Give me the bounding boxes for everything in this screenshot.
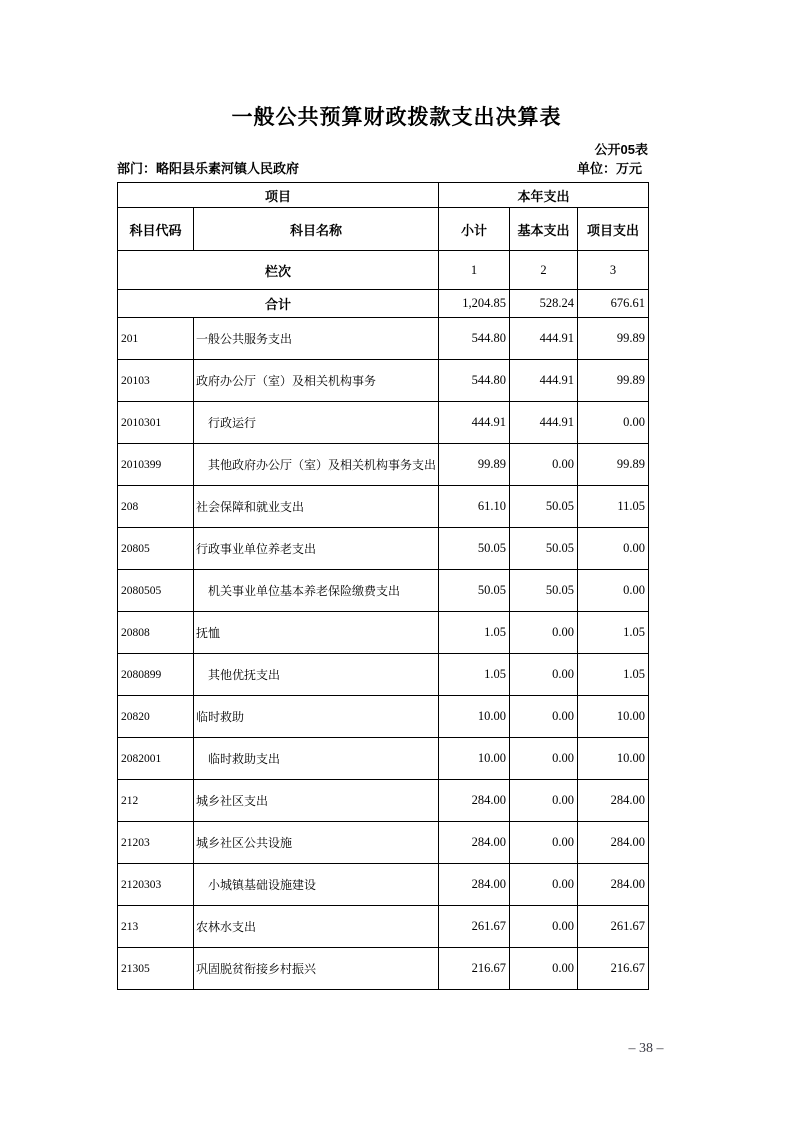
table-row xyxy=(118,654,649,696)
basic-expenditure-cell: 0.00 xyxy=(510,738,578,780)
header-subtotal: 小计 xyxy=(439,208,510,251)
subtotal-cell: 1.05 xyxy=(439,612,510,654)
subject-name-cell: 农林水支出 xyxy=(194,906,439,948)
total-basic-value: 528.24 xyxy=(510,290,578,318)
subtotal-cell: 1.05 xyxy=(439,654,510,696)
total-label: 合计 xyxy=(118,290,439,318)
table-row xyxy=(118,906,649,948)
subtotal-cell: 544.80 xyxy=(439,318,510,360)
subject-name-cell: 小城镇基础设施建设 xyxy=(194,864,439,906)
project-expenditure-cell: 261.67 xyxy=(578,906,649,948)
subtotal-cell: 284.00 xyxy=(439,822,510,864)
basic-expenditure-cell: 50.05 xyxy=(510,486,578,528)
project-expenditure-cell: 284.00 xyxy=(578,780,649,822)
meta-line xyxy=(117,158,648,177)
basic-expenditure-cell: 0.00 xyxy=(510,780,578,822)
header-columns-row xyxy=(118,208,649,251)
table-row xyxy=(118,948,649,990)
column-index-row xyxy=(118,251,649,290)
column-index-label: 栏次 xyxy=(118,251,439,290)
basic-expenditure-cell: 0.00 xyxy=(510,654,578,696)
basic-expenditure-cell: 444.91 xyxy=(510,318,578,360)
subject-name-cell: 临时救助 xyxy=(194,696,439,738)
page-title: 一般公共预算财政拨款支出决算表 xyxy=(231,106,562,129)
table-row xyxy=(118,780,649,822)
header-year-expenditure-group: 本年支出 xyxy=(439,183,649,208)
project-expenditure-cell: 1.05 xyxy=(578,612,649,654)
table-row xyxy=(118,738,649,780)
subject-name-cell: 行政运行 xyxy=(194,402,439,444)
table-row xyxy=(118,360,649,402)
subject-code-cell: 2120303 xyxy=(118,864,194,906)
subject-code-cell: 2010399 xyxy=(118,444,194,486)
header-project-group: 项目 xyxy=(118,183,439,208)
subtotal-cell: 216.67 xyxy=(439,948,510,990)
total-project-value: 676.61 xyxy=(578,290,649,318)
subject-code-cell: 21203 xyxy=(118,822,194,864)
project-expenditure-cell: 10.00 xyxy=(578,738,649,780)
budget-table xyxy=(117,182,649,990)
subject-name-cell: 行政事业单位养老支出 xyxy=(194,528,439,570)
subject-code-cell: 2080505 xyxy=(118,570,194,612)
subject-name-cell: 临时救助支出 xyxy=(194,738,439,780)
subject-code-cell: 212 xyxy=(118,780,194,822)
project-expenditure-cell: 10.00 xyxy=(578,696,649,738)
subtotal-cell: 284.00 xyxy=(439,864,510,906)
subject-name-cell: 城乡社区支出 xyxy=(194,780,439,822)
subject-name-cell: 政府办公厅（室）及相关机构事务 xyxy=(194,360,439,402)
subject-name-cell: 一般公共服务支出 xyxy=(194,318,439,360)
header-basic-expenditure: 基本支出 xyxy=(510,208,578,251)
project-expenditure-cell: 99.89 xyxy=(578,318,649,360)
subject-code-cell: 2082001 xyxy=(118,738,194,780)
table-row xyxy=(118,486,649,528)
project-expenditure-cell: 284.00 xyxy=(578,864,649,906)
subtotal-cell: 10.00 xyxy=(439,696,510,738)
subtotal-cell: 99.89 xyxy=(439,444,510,486)
subject-name-cell: 机关事业单位基本养老保险缴费支出 xyxy=(194,570,439,612)
table-row xyxy=(118,696,649,738)
project-expenditure-cell: 284.00 xyxy=(578,822,649,864)
table-row xyxy=(118,444,649,486)
subject-name-cell: 巩固脱贫衔接乡村振兴 xyxy=(194,948,439,990)
project-expenditure-cell: 11.05 xyxy=(578,486,649,528)
header-project-expenditure: 项目支出 xyxy=(578,208,649,251)
subject-code-cell: 20103 xyxy=(118,360,194,402)
basic-expenditure-cell: 0.00 xyxy=(510,864,578,906)
subject-code-cell: 2080899 xyxy=(118,654,194,696)
subject-code-cell: 20805 xyxy=(118,528,194,570)
table-row xyxy=(118,864,649,906)
subject-code-cell: 2010301 xyxy=(118,402,194,444)
project-expenditure-cell: 99.89 xyxy=(578,444,649,486)
basic-expenditure-cell: 0.00 xyxy=(510,696,578,738)
basic-expenditure-cell: 0.00 xyxy=(510,444,578,486)
basic-expenditure-cell: 50.05 xyxy=(510,570,578,612)
subject-code-cell: 20820 xyxy=(118,696,194,738)
subtotal-cell: 10.00 xyxy=(439,738,510,780)
table-row xyxy=(118,528,649,570)
subtotal-cell: 544.80 xyxy=(439,360,510,402)
subject-code-cell: 201 xyxy=(118,318,194,360)
basic-expenditure-cell: 50.05 xyxy=(510,528,578,570)
subject-name-cell: 其他优抚支出 xyxy=(194,654,439,696)
column-index-1: 1 xyxy=(439,251,510,290)
project-expenditure-cell: 0.00 xyxy=(578,570,649,612)
subtotal-cell: 284.00 xyxy=(439,780,510,822)
subtotal-cell: 61.10 xyxy=(439,486,510,528)
subject-name-cell: 抚恤 xyxy=(194,612,439,654)
basic-expenditure-cell: 444.91 xyxy=(510,360,578,402)
table-row xyxy=(118,570,649,612)
basic-expenditure-cell: 0.00 xyxy=(510,948,578,990)
table-row xyxy=(118,318,649,360)
subject-code-cell: 213 xyxy=(118,906,194,948)
total-subtotal-value: 1,204.85 xyxy=(439,290,510,318)
table-code-label: 公开05表 xyxy=(594,142,648,157)
header-group-row xyxy=(118,183,649,208)
basic-expenditure-cell: 0.00 xyxy=(510,822,578,864)
table-row xyxy=(118,612,649,654)
subtotal-cell: 50.05 xyxy=(439,528,510,570)
subject-code-cell: 20808 xyxy=(118,612,194,654)
column-index-2: 2 xyxy=(510,251,578,290)
project-expenditure-cell: 99.89 xyxy=(578,360,649,402)
subtotal-cell: 50.05 xyxy=(439,570,510,612)
subject-name-cell: 城乡社区公共设施 xyxy=(194,822,439,864)
subject-name-cell: 其他政府办公厅（室）及相关机构事务支出 xyxy=(194,444,439,486)
subtotal-cell: 444.91 xyxy=(439,402,510,444)
page-number: – 38 – xyxy=(628,1041,664,1056)
subject-name-cell: 社会保障和就业支出 xyxy=(194,486,439,528)
column-index-3: 3 xyxy=(578,251,649,290)
unit-label: 单位：万元 xyxy=(576,161,642,176)
total-row xyxy=(118,290,649,318)
project-expenditure-cell: 216.67 xyxy=(578,948,649,990)
basic-expenditure-cell: 0.00 xyxy=(510,906,578,948)
table-row xyxy=(118,822,649,864)
department-label: 部门：略阳县乐素河镇人民政府 xyxy=(117,161,300,176)
project-expenditure-cell: 0.00 xyxy=(578,402,649,444)
basic-expenditure-cell: 444.91 xyxy=(510,402,578,444)
header-subject-code: 科目代码 xyxy=(118,208,194,251)
subtotal-cell: 261.67 xyxy=(439,906,510,948)
subject-code-cell: 21305 xyxy=(118,948,194,990)
project-expenditure-cell: 0.00 xyxy=(578,528,649,570)
table-row xyxy=(118,402,649,444)
project-expenditure-cell: 1.05 xyxy=(578,654,649,696)
header-subject-name: 科目名称 xyxy=(194,208,439,251)
basic-expenditure-cell: 0.00 xyxy=(510,612,578,654)
subject-code-cell: 208 xyxy=(118,486,194,528)
